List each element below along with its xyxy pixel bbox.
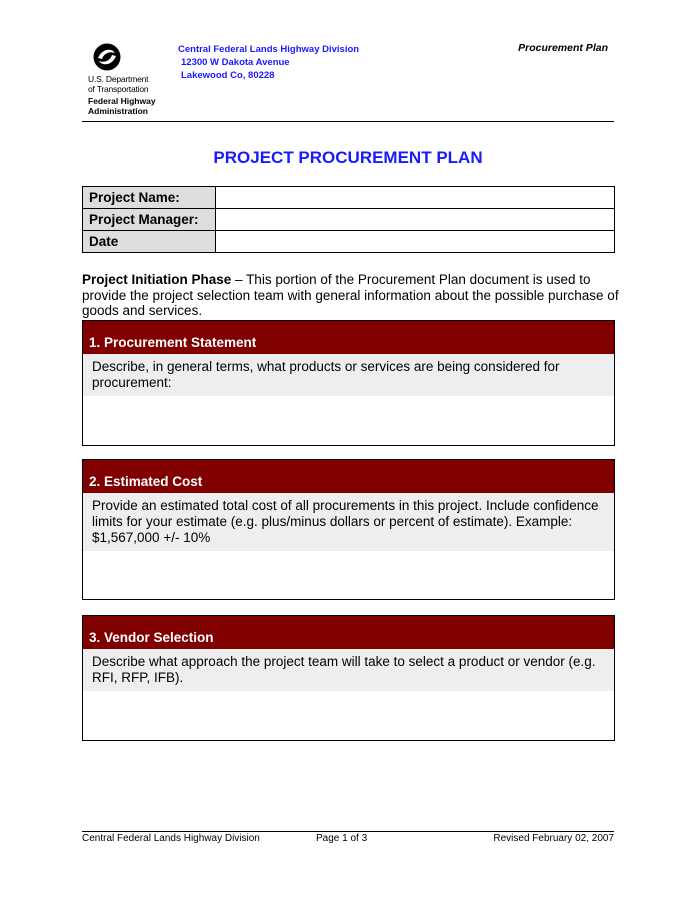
dot-name-line2: of Transportation [88,83,149,94]
section-description: Describe, in general terms, what products or services are being considered for procurement: [83,354,614,396]
section-description: Describe what approach the project team will take to select a product or vendor (e.g. RFI, RFP, IFB). [83,649,614,691]
intro-text: – This portion of the Procurement Plan document is used to provide the project selection team with general information about the possible purchase of goods and services. [82,272,619,318]
date-field[interactable] [216,231,615,253]
fhwa-name-line1: Federal Highway [88,96,156,106]
project-info-table [82,186,615,253]
footer-divider [82,831,614,832]
section-heading: 2. Estimated Cost [83,460,614,493]
intro-paragraph [82,272,622,319]
section-heading: 3. Vendor Selection [83,616,614,649]
footer-division: Central Federal Lands Highway Division [82,833,260,844]
estimated-cost-section [82,459,615,600]
division-name: Central Federal Lands Highway Division [178,44,360,55]
project-manager-field[interactable] [216,209,615,231]
project-name-field[interactable] [216,187,615,209]
project-manager-label: Project Manager: [83,209,216,231]
dot-emblem-icon [92,42,122,72]
page-title: PROJECT PROCUREMENT PLAN [213,148,483,167]
page-number: Page 1 of 3 [316,833,368,844]
dot-logo [88,42,168,116]
revision-date: Revised February 02, 2007 [493,833,614,844]
procurement-statement-answer[interactable] [83,396,614,445]
division-address [178,43,359,82]
table-row [83,231,615,253]
section-description: Provide an estimated total cost of all procurements in this project. Include confidence limits for your estimate (e.g. plus/minus dollars or percent of estimate). Example: $1,567,000 +/- 10% [83,493,614,551]
intro-heading: Project Initiation Phase [82,272,232,287]
dot-name-line1: U.S. Department [88,74,149,84]
estimated-cost-answer[interactable] [83,551,614,599]
section-heading: 1. Procurement Statement [83,321,614,354]
project-name-label: Project Name: [83,187,216,209]
date-label: Date [83,231,216,253]
table-row [83,187,615,209]
document-type: Procurement Plan [518,42,608,54]
street-address: 12300 W Dakota Avenue [181,57,290,68]
header-divider [82,121,614,122]
fhwa-name-line2: Administration [88,105,148,116]
city-address: Lakewood Co, 80228 [181,70,275,81]
procurement-statement-section [82,320,615,446]
table-row [83,209,615,231]
vendor-selection-section [82,615,615,741]
vendor-selection-answer[interactable] [83,691,614,740]
